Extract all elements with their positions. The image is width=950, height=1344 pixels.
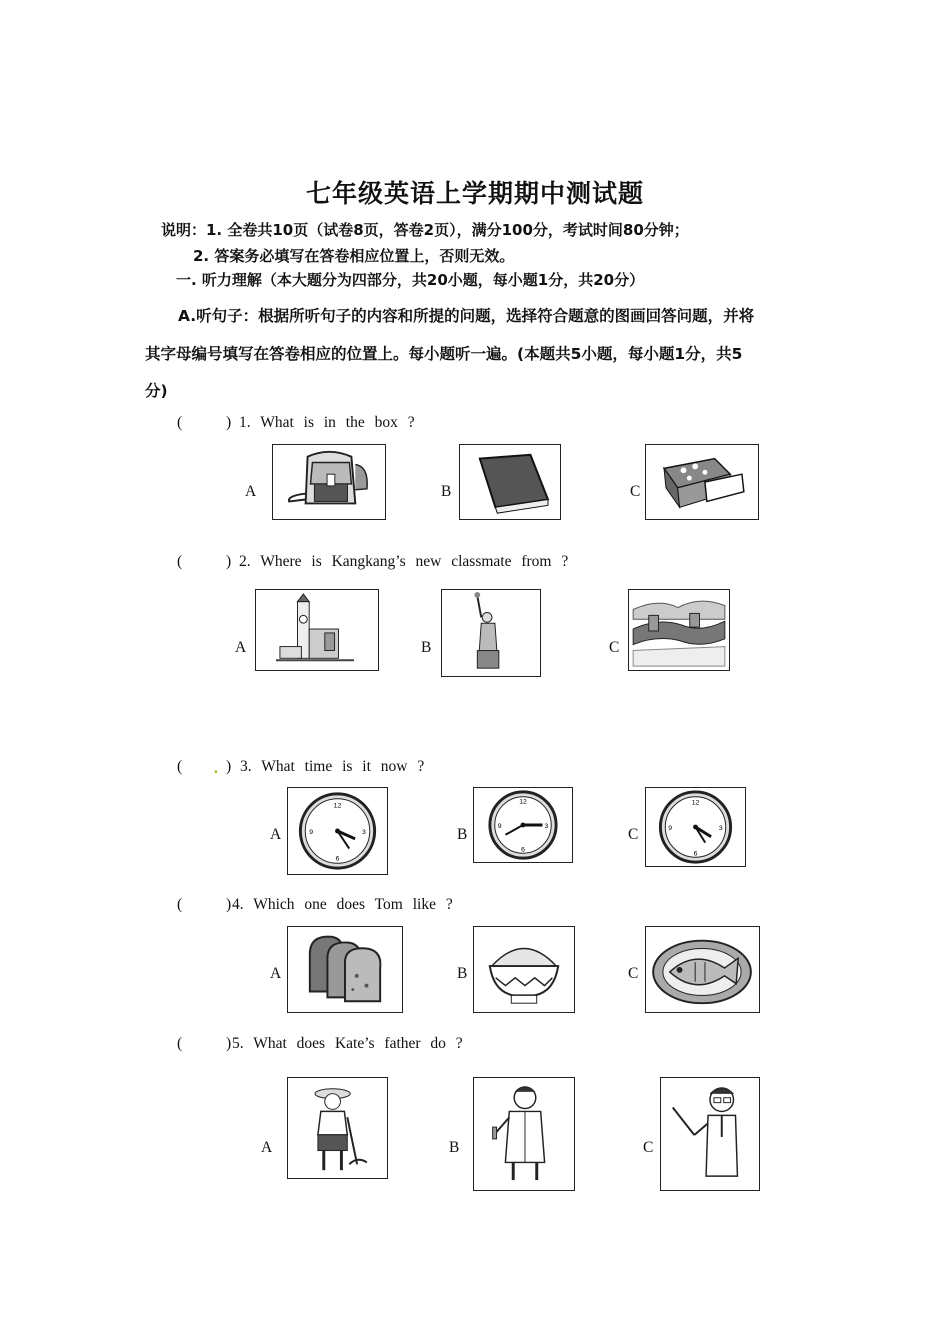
question-text: 2. Where is Kangkang’s new classmate from ?	[239, 553, 569, 570]
book-icon	[460, 445, 560, 519]
option-c-image[interactable]	[660, 1077, 760, 1191]
backpack-icon	[273, 445, 385, 519]
svg-text:6: 6	[693, 850, 698, 858]
option-label-b: B	[441, 483, 452, 500]
part-a-instruction-line-1: A.听句子：根据所听句子的内容和所提的问题，选择符合题意的图画回答问题，并将	[178, 307, 755, 325]
option-c-image[interactable]	[645, 787, 746, 867]
answer-paren-close[interactable]: )	[226, 553, 232, 570]
answer-paren-open[interactable]: (	[177, 896, 183, 913]
part-a-instruction-line-2: 其字母编号填写在答卷相应的位置上。每小题听一遍。(本题共5小题，每小题1分，共5	[145, 345, 743, 363]
option-label-a: A	[261, 1139, 273, 1156]
clock-icon	[474, 788, 572, 862]
option-label-a: A	[270, 965, 282, 982]
bread-icon	[288, 927, 402, 1012]
section-heading: 一. 听力理解（本大题分为四部分，共20小题，每小题1分，共20分）	[176, 271, 645, 289]
farmer-icon	[288, 1078, 387, 1178]
svg-text:12: 12	[691, 799, 700, 807]
option-a-image[interactable]	[287, 787, 388, 875]
svg-text:3: 3	[718, 824, 723, 832]
option-c-image[interactable]	[628, 589, 730, 671]
option-c-image[interactable]	[645, 444, 759, 520]
answer-paren-close[interactable]: )	[226, 414, 232, 431]
option-b-image[interactable]	[473, 1077, 575, 1191]
doctor-icon	[474, 1078, 574, 1190]
option-label-a: A	[270, 826, 282, 843]
option-label-a: A	[235, 639, 247, 656]
svg-text:9: 9	[497, 822, 502, 830]
teacher-icon	[661, 1078, 759, 1190]
svg-text:3: 3	[361, 828, 366, 836]
svg-text:6: 6	[335, 855, 340, 863]
option-b-image[interactable]	[459, 444, 561, 520]
svg-text:6: 6	[521, 846, 525, 854]
option-label-c: C	[609, 639, 620, 656]
part-a-instruction-line-3: 分)	[145, 382, 168, 400]
fish-plate-icon	[646, 927, 759, 1012]
option-label-c: C	[628, 965, 639, 982]
option-a-image[interactable]	[272, 444, 386, 520]
clock-icon	[288, 788, 387, 874]
answer-dot: .	[214, 760, 218, 777]
option-b-image[interactable]	[473, 926, 575, 1013]
instructions-line-2: 2. 答案务必填写在答卷相应位置上，否则无效。	[193, 247, 515, 265]
answer-paren-open[interactable]: (	[177, 1035, 183, 1052]
option-label-b: B	[449, 1139, 460, 1156]
great-wall-icon	[629, 590, 729, 670]
option-label-a: A	[245, 483, 257, 500]
option-label-b: B	[457, 965, 468, 982]
answer-paren-open[interactable]: (	[177, 553, 183, 570]
page-title: 七年级英语上学期期中测试题	[305, 179, 644, 208]
question-text: 1. What is in the box ?	[239, 414, 415, 431]
option-label-c: C	[643, 1139, 654, 1156]
svg-text:9: 9	[309, 828, 314, 836]
big-ben-icon	[256, 590, 378, 670]
svg-text:12: 12	[519, 798, 527, 806]
option-label-b: B	[457, 826, 468, 843]
pencil-box-icon	[646, 445, 758, 519]
option-label-c: C	[628, 826, 639, 843]
instructions-line-1: 说明：1. 全卷共10页（试卷8页，答卷2页），满分100分，考试时间80分钟；	[161, 221, 689, 239]
svg-text:3: 3	[544, 822, 549, 830]
svg-text:9: 9	[668, 824, 673, 832]
option-c-image[interactable]	[645, 926, 760, 1013]
question-text: 3. What time is it now ?	[240, 758, 425, 775]
question-text: 4. Which one does Tom like ?	[232, 896, 453, 913]
option-b-image[interactable]	[473, 787, 573, 863]
svg-text:12: 12	[333, 802, 342, 810]
answer-paren-open[interactable]: (	[177, 414, 183, 431]
answer-paren-close[interactable]: )	[226, 758, 232, 775]
statue-of-liberty-icon	[442, 590, 540, 676]
answer-paren-open[interactable]: (	[177, 758, 183, 775]
question-text: 5. What does Kate’s father do ?	[232, 1035, 463, 1052]
option-a-image[interactable]	[287, 1077, 388, 1179]
rice-bowl-icon	[474, 927, 574, 1012]
option-label-c: C	[630, 483, 641, 500]
answer-paren-close[interactable]: )	[226, 1035, 232, 1052]
option-a-image[interactable]	[255, 589, 379, 671]
option-a-image[interactable]	[287, 926, 403, 1013]
option-b-image[interactable]	[441, 589, 541, 677]
clock-icon	[646, 788, 745, 866]
option-label-b: B	[421, 639, 432, 656]
answer-paren-close[interactable]: )	[226, 896, 232, 913]
